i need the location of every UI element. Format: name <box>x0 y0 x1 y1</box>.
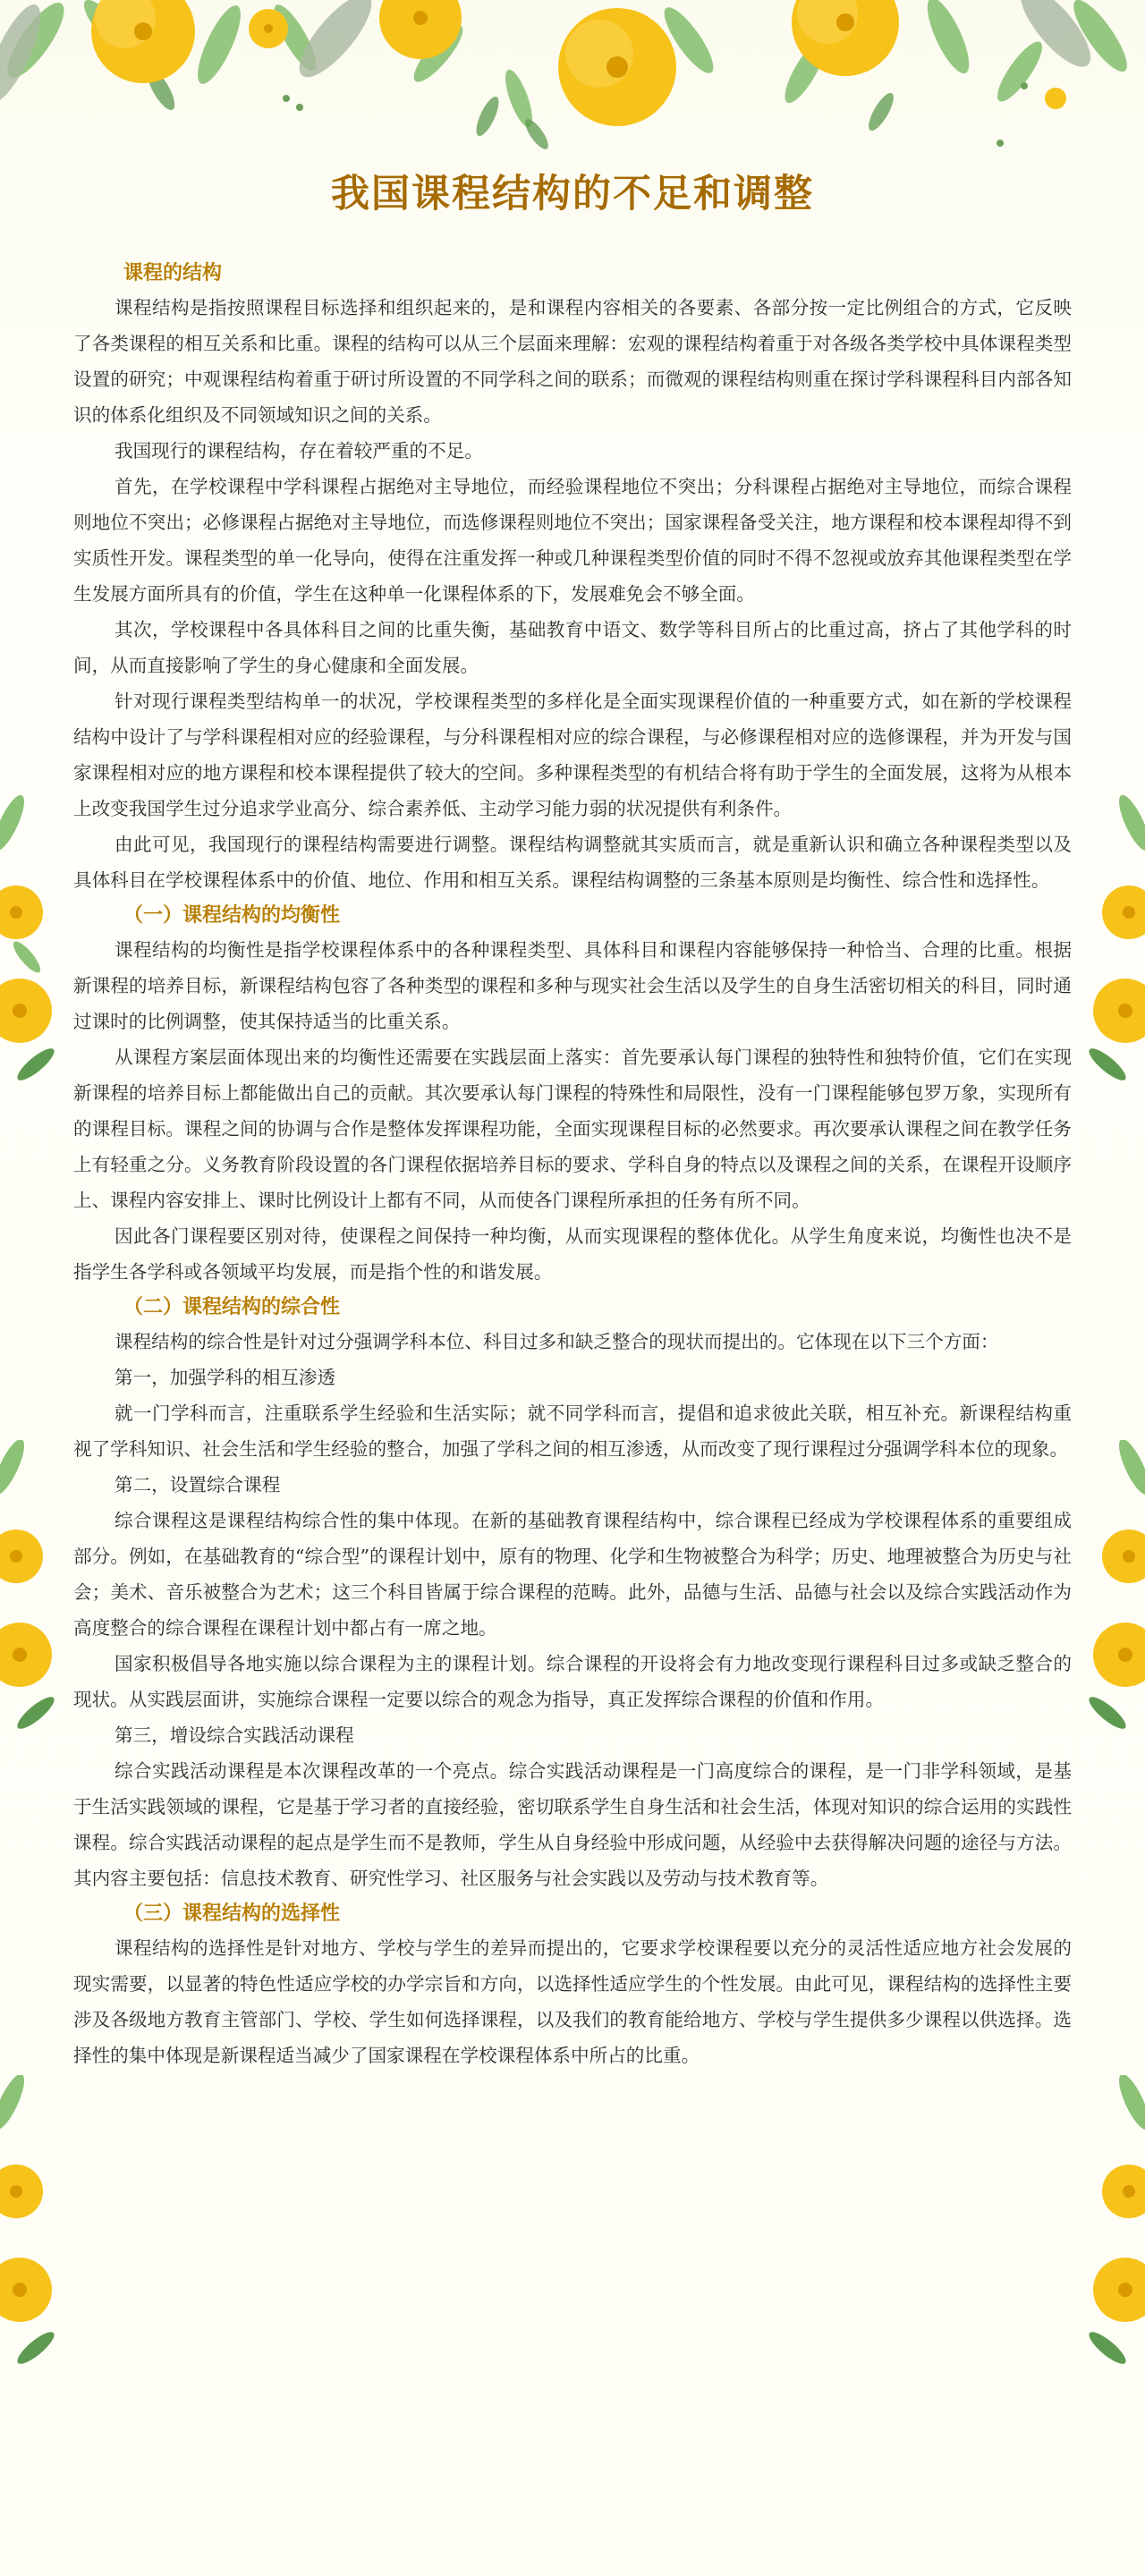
article-content <box>73 172 1072 2073</box>
floral-side-decoration-right <box>1082 787 1145 1145</box>
paragraph: 第三，增设综合实践活动课程 <box>114 1724 354 1746</box>
floral-side-decoration-right <box>1082 2075 1145 2433</box>
paragraph: 第二，设置综合课程 <box>114 1473 281 1496</box>
paragraph: 综合课程这是课程结构综合性的集中体现。在新的基础教育课程结构中，综合课程已经成为学校课程体系的重要组成部分。例如，在基础教育的“综合型”的课程计划中，原有的物理、化学和生物被整合为科学；历史、地理被整合为历史与社会；美术、音乐被整合为艺术；这三个科目皆属于综合课程的范畴。此外，品德与生活、品德与社会以及综合实践活动作为高度整合的综合课程在课程计划中都占有一席之地。 <box>73 1509 1072 1639</box>
subsection-heading: （一）课程结构的均衡性 <box>123 902 341 927</box>
floral-side-decoration-left <box>0 2075 63 2433</box>
paragraph: 就一门学科而言，注重联系学生经验和生活实际；就不同学科而言，提倡和追求彼此关联，相互补充。新课程结构重视了学科知识、社会生活和学生经验的整合，加强了学科之间的相互渗透，从而改变了现行课程过分强调学科本位的现象。 <box>73 1402 1072 1460</box>
paragraph: 由此可见，我国现行的课程结构需要进行调整。课程结构调整就其实质而言，就是重新认识和确立各种课程类型以及具体科目在学校课程体系中的价值、地位、作用和相互关系。课程结构调整的三条基本原则是均衡性、综合性和选择性。 <box>73 833 1072 891</box>
floral-side-decoration-left <box>0 787 63 1145</box>
page-title: 我国课程结构的不足和调整 <box>331 172 814 216</box>
paragraph: 课程结构的选择性是针对地方、学校与学生的差异而提出的，它要求学校课程要以充分的灵活性适应地方社会发展的现实需要，以显著的特色性适应学校的办学宗旨和方向，以选择性适应学生的个性发展。由此可见，课程结构的选择性主要涉及各级地方教育主管部门、学校、学生如何选择课程，以及我们的教育能给地方、学校与学生提供多少课程以供选择。选择性的集中体现是新课程适当减少了国家课程在学校课程体系中所占的比重。 <box>73 1936 1072 2066</box>
paragraph: 其次，学校课程中各具体科目之间的比重失衡，基础教育中语文、数学等科目所占的比重过高，挤占了其他学科的时间，从而直接影响了学生的身心健康和全面发展。 <box>73 618 1072 676</box>
paragraph: 针对现行课程类型结构单一的状况，学校课程类型的多样化是全面实现课程价值的一种重要方式，如在新的学校课程结构中设计了与学科课程相对应的经验课程，与分科课程相对应的综合课程，与必修课程相对应的选修课程，并为开发与国家课程相对应的地方课程和校本课程提供了较大的空间。多种课程类型的有机结合将有助于学生的全面发展，这将为从根本上改变我国学生过分追求学业高分、综合素养低、主动学习能力弱的状况提供有利条件。 <box>73 690 1072 819</box>
floral-header-decoration <box>0 0 1145 165</box>
subsection-heading: （二）课程结构的综合性 <box>123 1294 341 1318</box>
subsection-heading: （三）课程结构的选择性 <box>123 1901 341 1925</box>
paragraph: 因此各门课程要区别对待，使课程之间保持一种均衡，从而实现课程的整体优化。从学生角度来说，均衡性也决不是指学生各学科或各领域平均发展，而是指个性的和谐发展。 <box>73 1224 1072 1283</box>
section-heading: 课程的结构 <box>123 260 223 284</box>
paragraph: 课程结构是指按照课程目标选择和组织起来的，是和课程内容相关的各要素、各部分按一定比例组合的方式，它反映了各类课程的相互关系和比重。课程的结构可以从三个层面来理解：宏观的课程结构着重于对各级各类学校中具体课程类型设置的研究；中观课程结构着重于研讨所设置的不同学科之间的联系；而微观的课程结构则重在探讨学科课程科目内部各知识的体系化组织及不同领域知识之间的关系。 <box>73 296 1072 426</box>
floral-side-decoration-left <box>0 1440 63 1798</box>
paragraph: 我国现行的课程结构，存在着较严重的不足。 <box>114 439 483 462</box>
paragraph: 第一，加强学科的相互渗透 <box>114 1366 336 1388</box>
floral-side-decoration-right <box>1082 1440 1145 1798</box>
paragraph: 课程结构的均衡性是指学校课程体系中的各种课程类型、具体科目和课程内容能够保持一种恰当、合理的比重。根据新课程的培养目标，新课程结构包容了各种类型的课程和多种与现实社会生活以及学生的自身生活密切相关的科目，同时通过课时的比例调整，使其保持适当的比重关系。 <box>73 938 1072 1032</box>
paragraph: 课程结构的综合性是针对过分强调学科本位、科目过多和缺乏整合的现状而提出的。它体现在以下三个方面： <box>114 1330 999 1352</box>
paragraph: 首先，在学校课程中学科课程占据绝对主导地位，而经验课程地位不突出；分科课程占据绝对主导地位，而综合课程则地位不突出；必修课程占据绝对主导地位，而选修课程则地位不突出；国家课程备受关注，地方课程和校本课程却得不到实质性开发。课程类型的单一化导向，使得在注重发挥一种或几种课程类型价值的同时不得不忽视或放弃其他课程类型在学生发展方面所具有的价值，学生在这种单一化课程体系的下，发展难免会不够全面。 <box>73 475 1072 605</box>
paragraph: 综合实践活动课程是本次课程改革的一个亮点。综合实践活动课程是一门高度综合的课程，是一门非学科领域，是基于生活实践领域的课程，它是基于学习者的直接经验，密切联系学生自身生活和社会生活，体现对知识的综合运用的实践性课程。综合实践活动课程的起点是学生而不是教师，学生从自身经验中形成问题，从经验中去获得解决问题的途径与方法。其内容主要包括：信息技术教育、研究性学习、社区服务与社会实践以及劳动与技术教育等。 <box>73 1759 1072 1889</box>
paragraph: 国家积极倡导各地实施以综合课程为主的课程计划。综合课程的开设将会有力地改变现行课程科目过多或缺乏整合的现状。从实践层面讲，实施综合课程一定要以综合的观念为指导，真正发挥综合课程的价值和作用。 <box>73 1652 1072 1710</box>
paragraph: 从课程方案层面体现出来的均衡性还需要在实践层面上落实：首先要承认每门课程的独特性和独特价值，它们在实现新课程的培养目标上都能做出自己的贡献。其次要承认每门课程的特殊性和局限性，没有一门课程能够包罗万象，实现所有的课程目标。课程之间的协调与合作是整体发挥课程功能，全面实现课程目标的必然要求。再次要承认课程之间在教学任务上有轻重之分。义务教育阶段设置的各门课程依据培养目标的要求、学科自身的特点以及课程之间的关系，在课程开设顺序上、课程内容安排上、课时比例设计上都有不同，从而使各门课程所承担的任务有所不同。 <box>73 1046 1072 1211</box>
